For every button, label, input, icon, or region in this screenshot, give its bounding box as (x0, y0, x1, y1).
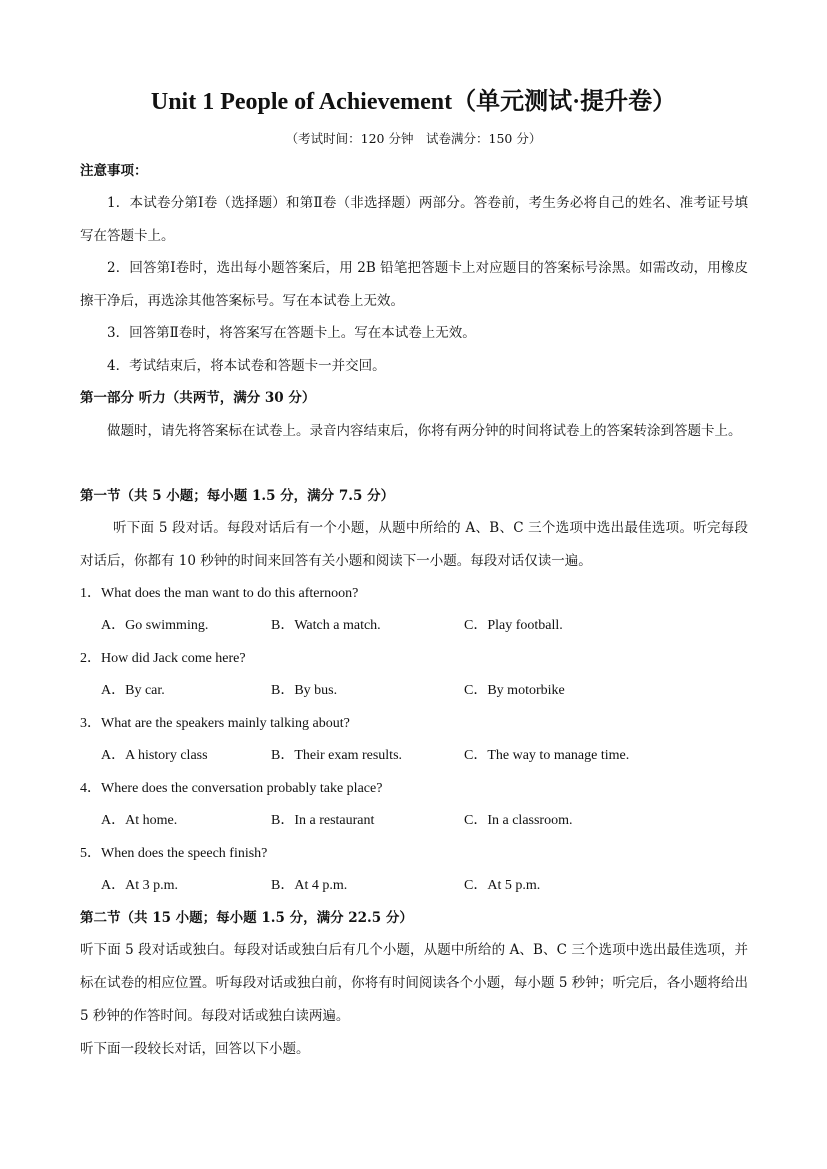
option-a: A．A history class (101, 748, 208, 763)
notice-item: 1．本试卷分第Ⅰ卷（选择题）和第Ⅱ卷（非选择题）两部分。答卷前，考生务必将自己的姓名、准考证号填写在答题卡上。 (80, 195, 748, 244)
option-c: C．In a classroom. (464, 813, 573, 828)
option-b: B．By bus. (271, 683, 338, 698)
notice-item: 2．回答第Ⅰ卷时，选出每小题答案后，用 2B 铅笔把答题卡上对应题目的答案标号涂黑。如需改动，用橡皮擦干净后，再选涂其他答案标号。写在本试卷上无效。 (80, 260, 748, 309)
option-b: B．At 4 p.m. (271, 878, 348, 893)
exam-info: （考试时间：120 分钟 试卷满分：150 分） (285, 131, 542, 146)
notice-item: 3．回答第Ⅱ卷时，将答案写在答题卡上。写在本试卷上无效。 (107, 325, 476, 341)
option-a: A．At home. (101, 813, 178, 828)
section1-instruction: 听下面 5 段对话。每段对话后有一个小题，从题中所给的 A、B、C 三个选项中选出最佳选项。听完每段对话后，你都有 10 秒钟的时间来回答有关小题和阅读下一小题。每段对话仅读一遍。 (80, 520, 748, 569)
question-4: 4．Where does the conversation probably take place? (80, 781, 383, 796)
option-c: C．The way to manage time. (464, 748, 630, 763)
option-b: B．Their exam results. (271, 748, 403, 763)
option-b: B．Watch a match. (271, 618, 381, 633)
notice-item: 4．考试结束后，将本试卷和答题卡一并交回。 (107, 358, 386, 374)
part1-heading: 第一部分 听力（共两节，满分 30 分） (80, 390, 316, 406)
part1-instruction: 做题时，请先将答案标在试卷上。录音内容结束后，你将有两分钟的时间将试卷上的答案转涂到答题卡上。 (107, 423, 742, 439)
option-c: C．By motorbike (464, 683, 565, 698)
option-c: C．Play football. (464, 618, 563, 633)
section1-heading: 第一节（共 5 小题；每小题 1.5 分，满分 7.5 分） (80, 488, 395, 504)
question-1: 1．What does the man want to do this afternoon? (80, 586, 359, 601)
notice-heading: 注意事项： (80, 163, 148, 179)
section2-instruction: 听下面 5 段对话或独白。每段对话或独白后有几个小题，从题中所给的 A、B、C 三个选项中选出最佳选项，并标在试卷的相应位置。听每段对话或独白前，你将有时间阅读各个小题，每小题 5 秒钟；听完后，各小题将给出 5 秒钟的作答时间。每段对话或独白读两遍。 (80, 942, 748, 1024)
option-b: B．In a restaurant (271, 813, 375, 828)
question-5: 5．When does the speech finish? (80, 846, 268, 861)
option-a: A．At 3 p.m. (101, 878, 178, 893)
option-c: C．At 5 p.m. (464, 878, 541, 893)
question-2: 2．How did Jack come here? (80, 651, 246, 666)
question-3: 3．What are the speakers mainly talking about? (80, 716, 350, 731)
option-a: A．By car. (101, 683, 165, 698)
section2-heading: 第二节（共 15 小题；每小题 1.5 分，满分 22.5 分） (80, 910, 413, 926)
section2-lead: 听下面一段较长对话，回答以下小题。 (80, 1041, 310, 1057)
option-a: A．Go swimming. (101, 618, 209, 633)
page-title: Unit 1 People of Achievement（单元测试·提升卷） (150, 89, 677, 115)
